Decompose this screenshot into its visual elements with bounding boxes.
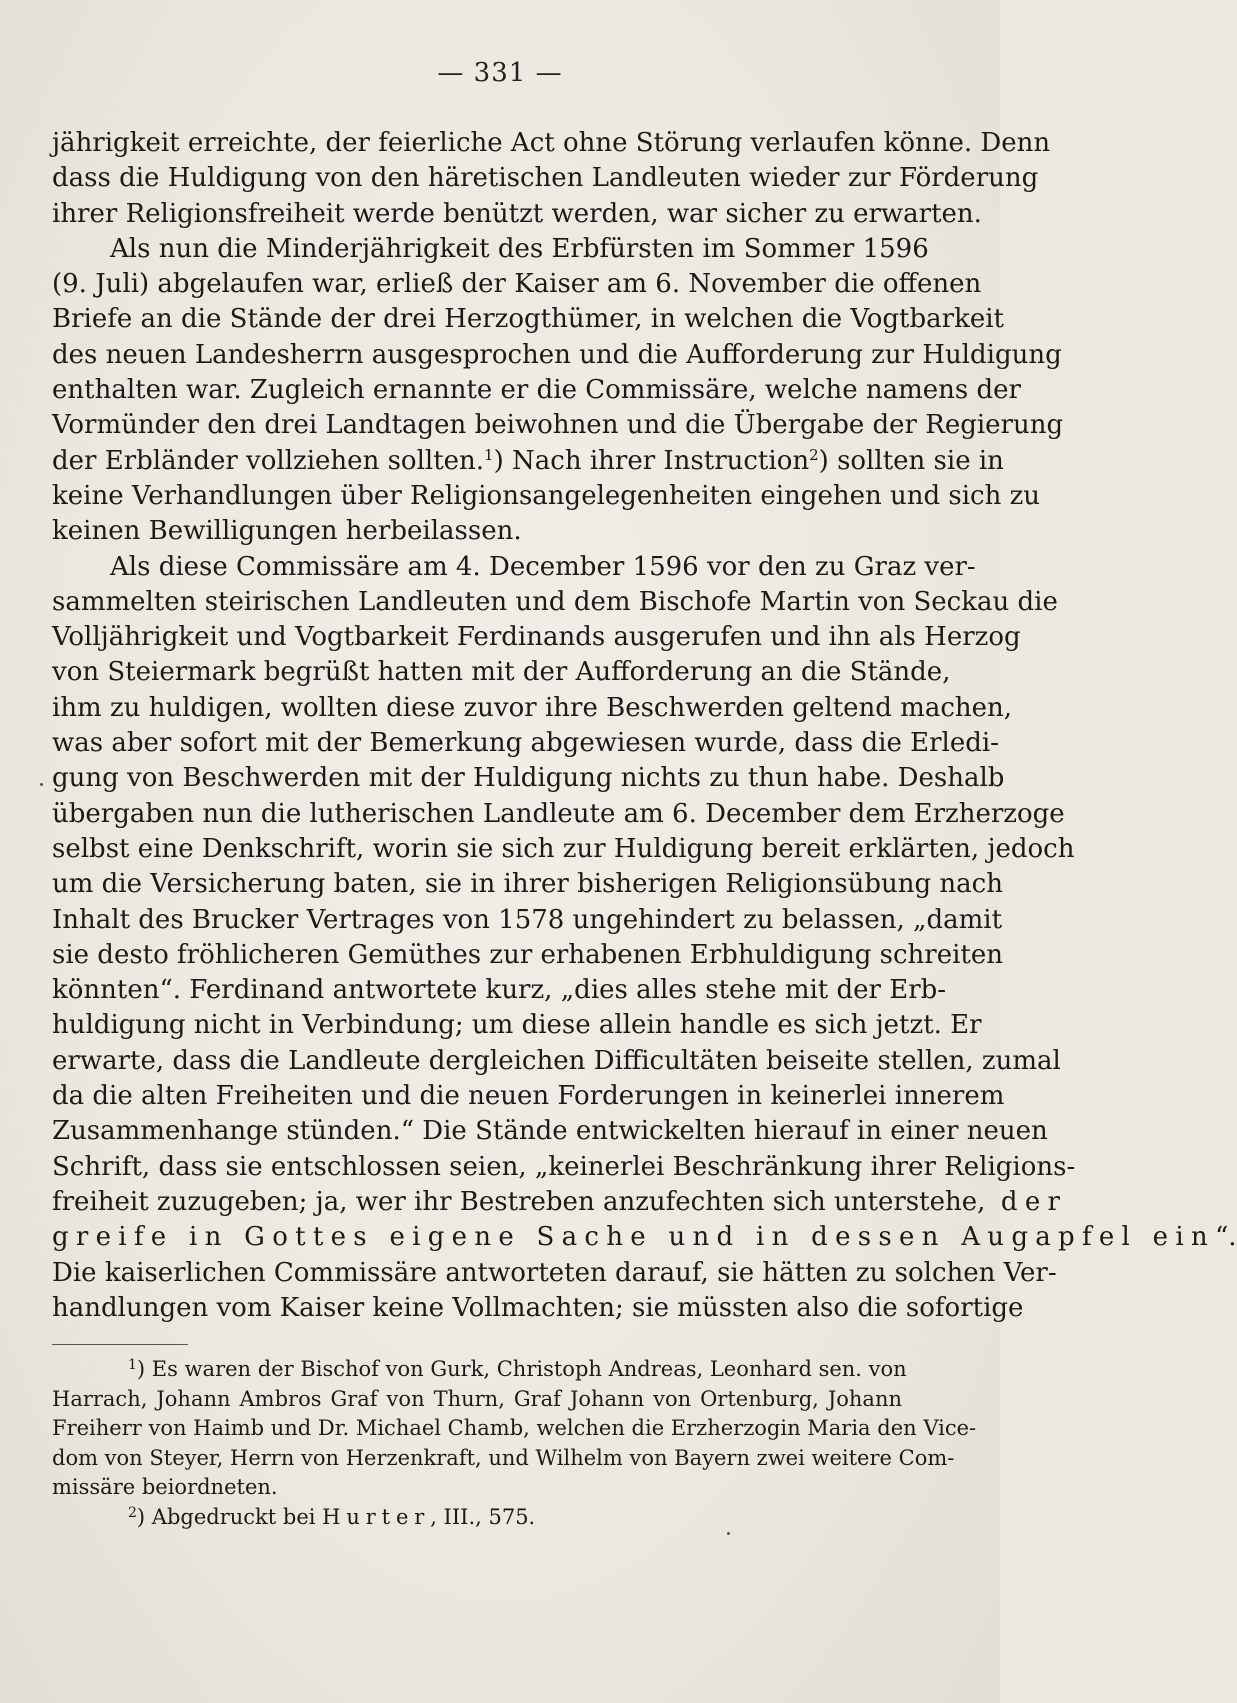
text-line: [52, 479, 1041, 514]
footnote-ref: 1: [484, 445, 494, 464]
line-text: da die alten Freiheiten und die neuen Forderungen in keinerlei innerem: [52, 1081, 1005, 1112]
line-text: ) Nach ihrer Instruction: [493, 445, 810, 476]
line-text: Inhalt des Brucker Vertrages von 1578 ungehindert zu belassen, „damit: [52, 904, 1003, 935]
line-text: jährigkeit erreichte, der feierliche Act ohne Störung verlaufen könne. Denn: [52, 128, 1051, 158]
text-line: [52, 973, 947, 1008]
text-line: [52, 302, 1004, 337]
paper-speck: [40, 783, 43, 786]
footnotes: [52, 1355, 977, 1532]
line-text: Als diese Commissäre am 4. December 1596 vor den zu Graz ver-: [110, 551, 976, 582]
line-text: keine Verhandlungen über Religionsangelegenheiten eingehen und sich zu: [52, 480, 1041, 511]
footnote-line: [52, 1355, 907, 1385]
text-line: [52, 1079, 1005, 1114]
text-line: [52, 444, 1004, 479]
footnote-line: [52, 1414, 977, 1444]
text-line: [52, 267, 982, 302]
line-text: dass die Huldigung von den häretischen Landleuten wieder zur Förderung: [52, 163, 1039, 194]
footnote-line: [52, 1385, 902, 1415]
footnote-text: Freiherr von Haimb und Dr. Michael Chamb, welchen die Erzherzogin Maria den Vice-: [52, 1416, 977, 1440]
footnote-mark: 1: [128, 1357, 137, 1373]
text-line: [52, 550, 976, 585]
text-line: [52, 126, 1051, 161]
footnote-separator: [52, 1344, 188, 1345]
text-line: [52, 832, 1075, 867]
line-text: ihm zu huldigen, wollten diese zuvor ihre Beschwerden geltend machen,: [52, 692, 1013, 723]
text-line: [52, 726, 999, 761]
text-line: [52, 1185, 1068, 1220]
text-line: [52, 585, 1058, 620]
line-text: Vormünder den drei Landtagen beiwohnen und die Übergabe der Regierung: [52, 410, 1064, 441]
text-line: [52, 620, 1021, 655]
footnote-mark: 2: [128, 1504, 137, 1521]
footnote-text: ) Abgedruckt bei: [136, 1504, 323, 1529]
text-line: [52, 1114, 1048, 1149]
text-line: [52, 1044, 1061, 1079]
text-line: [52, 1256, 1057, 1291]
footnote-ref: 2: [809, 445, 819, 464]
line-text: Die kaiserlichen Commissäre antworteten darauf, sie hätten zu solchen Ver-: [52, 1257, 1057, 1288]
line-text: enthalten war. Zugleich ernannte er die Commissäre, welche namens der: [52, 375, 1021, 406]
text-line: [52, 938, 1003, 973]
footnote-line: [52, 1444, 955, 1474]
line-text: Briefe an die Stände der drei Herzogthümer, in welchen die Vogtbarkeit: [52, 304, 1004, 335]
line-text: sie desto fröhlicheren Gemüthes zur erhabenen Erbhuldigung schreiten: [52, 939, 1003, 970]
text-line: [52, 373, 1021, 408]
text-line: [52, 1220, 1237, 1255]
text-line: [52, 797, 1065, 832]
line-text: selbst eine Denkschrift, worin sie sich zur Huldigung bereit erklärten, jedoch: [52, 833, 1075, 864]
line-text: Als nun die Minderjährigkeit des Erbfürsten im Sommer 1596: [110, 233, 929, 264]
line-text: freiheit zuzugeben; ja, wer ihr Bestreben anzufechten sich unterstehe,: [52, 1186, 986, 1217]
spaced-text: Hurter: [322, 1504, 431, 1529]
text-line: [52, 1150, 1076, 1185]
line-text: ) sollten sie in: [818, 445, 1004, 476]
line-text: um die Versicherung baten, sie in ihrer bisherigen Religionsübung nach: [52, 869, 1003, 900]
page-number: — 331 —: [437, 58, 563, 88]
line-text: Schrift, dass sie entschlossen seien, „keinerlei Beschränkung ihrer Religions-: [52, 1151, 1076, 1182]
line-text: des neuen Landesherrn ausgesprochen und die Aufforderung zur Huldigung: [52, 339, 1062, 370]
line-text: huldigung nicht in Verbindung; um diese allein handle es sich jetzt. Er: [52, 1010, 982, 1041]
text-line: [52, 903, 1003, 938]
spaced-text: greife in Gottes eigene Sache und in dessen Augapfel ein: [52, 1222, 1215, 1253]
line-text: ihrer Religionsfreiheit werde benützt werden, war sicher zu erwarten.: [52, 198, 982, 229]
text-line: [52, 161, 1039, 196]
text-line: [52, 232, 929, 267]
text-line: [52, 761, 1005, 796]
spaced-text: der: [985, 1186, 1068, 1217]
line-text: sammelten steirischen Landleuten und dem Bischofe Martin von Seckau die: [52, 586, 1058, 617]
footnote-text: missäre beiordneten.: [52, 1475, 278, 1499]
text-line: [52, 1008, 982, 1043]
text-line: [52, 1291, 1024, 1326]
line-text: Volljährigkeit und Vogtbarkeit Ferdinands ausgerufen und ihn als Herzog: [52, 622, 1021, 653]
footnote-text: dom von Steyer, Herrn von Herzenkraft, und Wilhelm von Bayern zwei weitere Com-: [52, 1445, 955, 1470]
paper-speck: [727, 1532, 730, 1535]
line-text: keinen Bewilligungen herbeilassen.: [52, 516, 522, 547]
text-line: [52, 691, 1013, 726]
line-text: handlungen vom Kaiser keine Vollmachten; sie müssten also die sofortige: [52, 1292, 1024, 1323]
text-line: [52, 408, 1064, 443]
line-text: gung von Beschwerden mit der Huldigung nichts zu thun habe. Deshalb: [52, 763, 1005, 794]
line-text: von Steiermark begrüßt hatten mit der Aufforderung an die Stände,: [52, 657, 951, 688]
line-text: erwarte, dass die Landleute dergleichen Difficultäten beiseite stellen, zumal: [52, 1045, 1061, 1076]
footnote-text: ) Es waren der Bischof von Gurk, Christoph Andreas, Leonhard sen. von: [136, 1357, 907, 1381]
line-text: (9. Juli) abgelaufen war, erließ der Kaiser am 6. November die offenen: [52, 269, 982, 300]
body-text: [52, 126, 1237, 1326]
footnote-text: , III., 575.: [430, 1504, 536, 1529]
footnote-text: Harrach, Johann Ambros Graf von Thurn, Graf Johann von Ortenburg, Johann: [52, 1386, 902, 1411]
text-line: [52, 338, 1062, 373]
footnote-line: [52, 1503, 902, 1533]
line-text: Zusammenhange stünden.“ Die Stände entwickelten hierauf in einer neuen: [52, 1116, 1048, 1147]
line-text: übergaben nun die lutherischen Landleute am 6. December dem Erzherzoge: [52, 798, 1065, 829]
line-text: der Erbländer vollziehen sollten.: [52, 445, 485, 476]
text-line: [52, 655, 951, 690]
line-text: “.: [1214, 1222, 1237, 1253]
line-text: was aber sofort mit der Bemerkung abgewiesen wurde, dass die Erledi-: [52, 728, 999, 759]
footnote-line: [52, 1473, 902, 1503]
text-line: [52, 514, 902, 549]
text-line: [52, 197, 982, 232]
line-text: könnten“. Ferdinand antwortete kurz, „dies alles stehe mit der Erb-: [52, 975, 947, 1006]
text-line: [52, 867, 1003, 902]
